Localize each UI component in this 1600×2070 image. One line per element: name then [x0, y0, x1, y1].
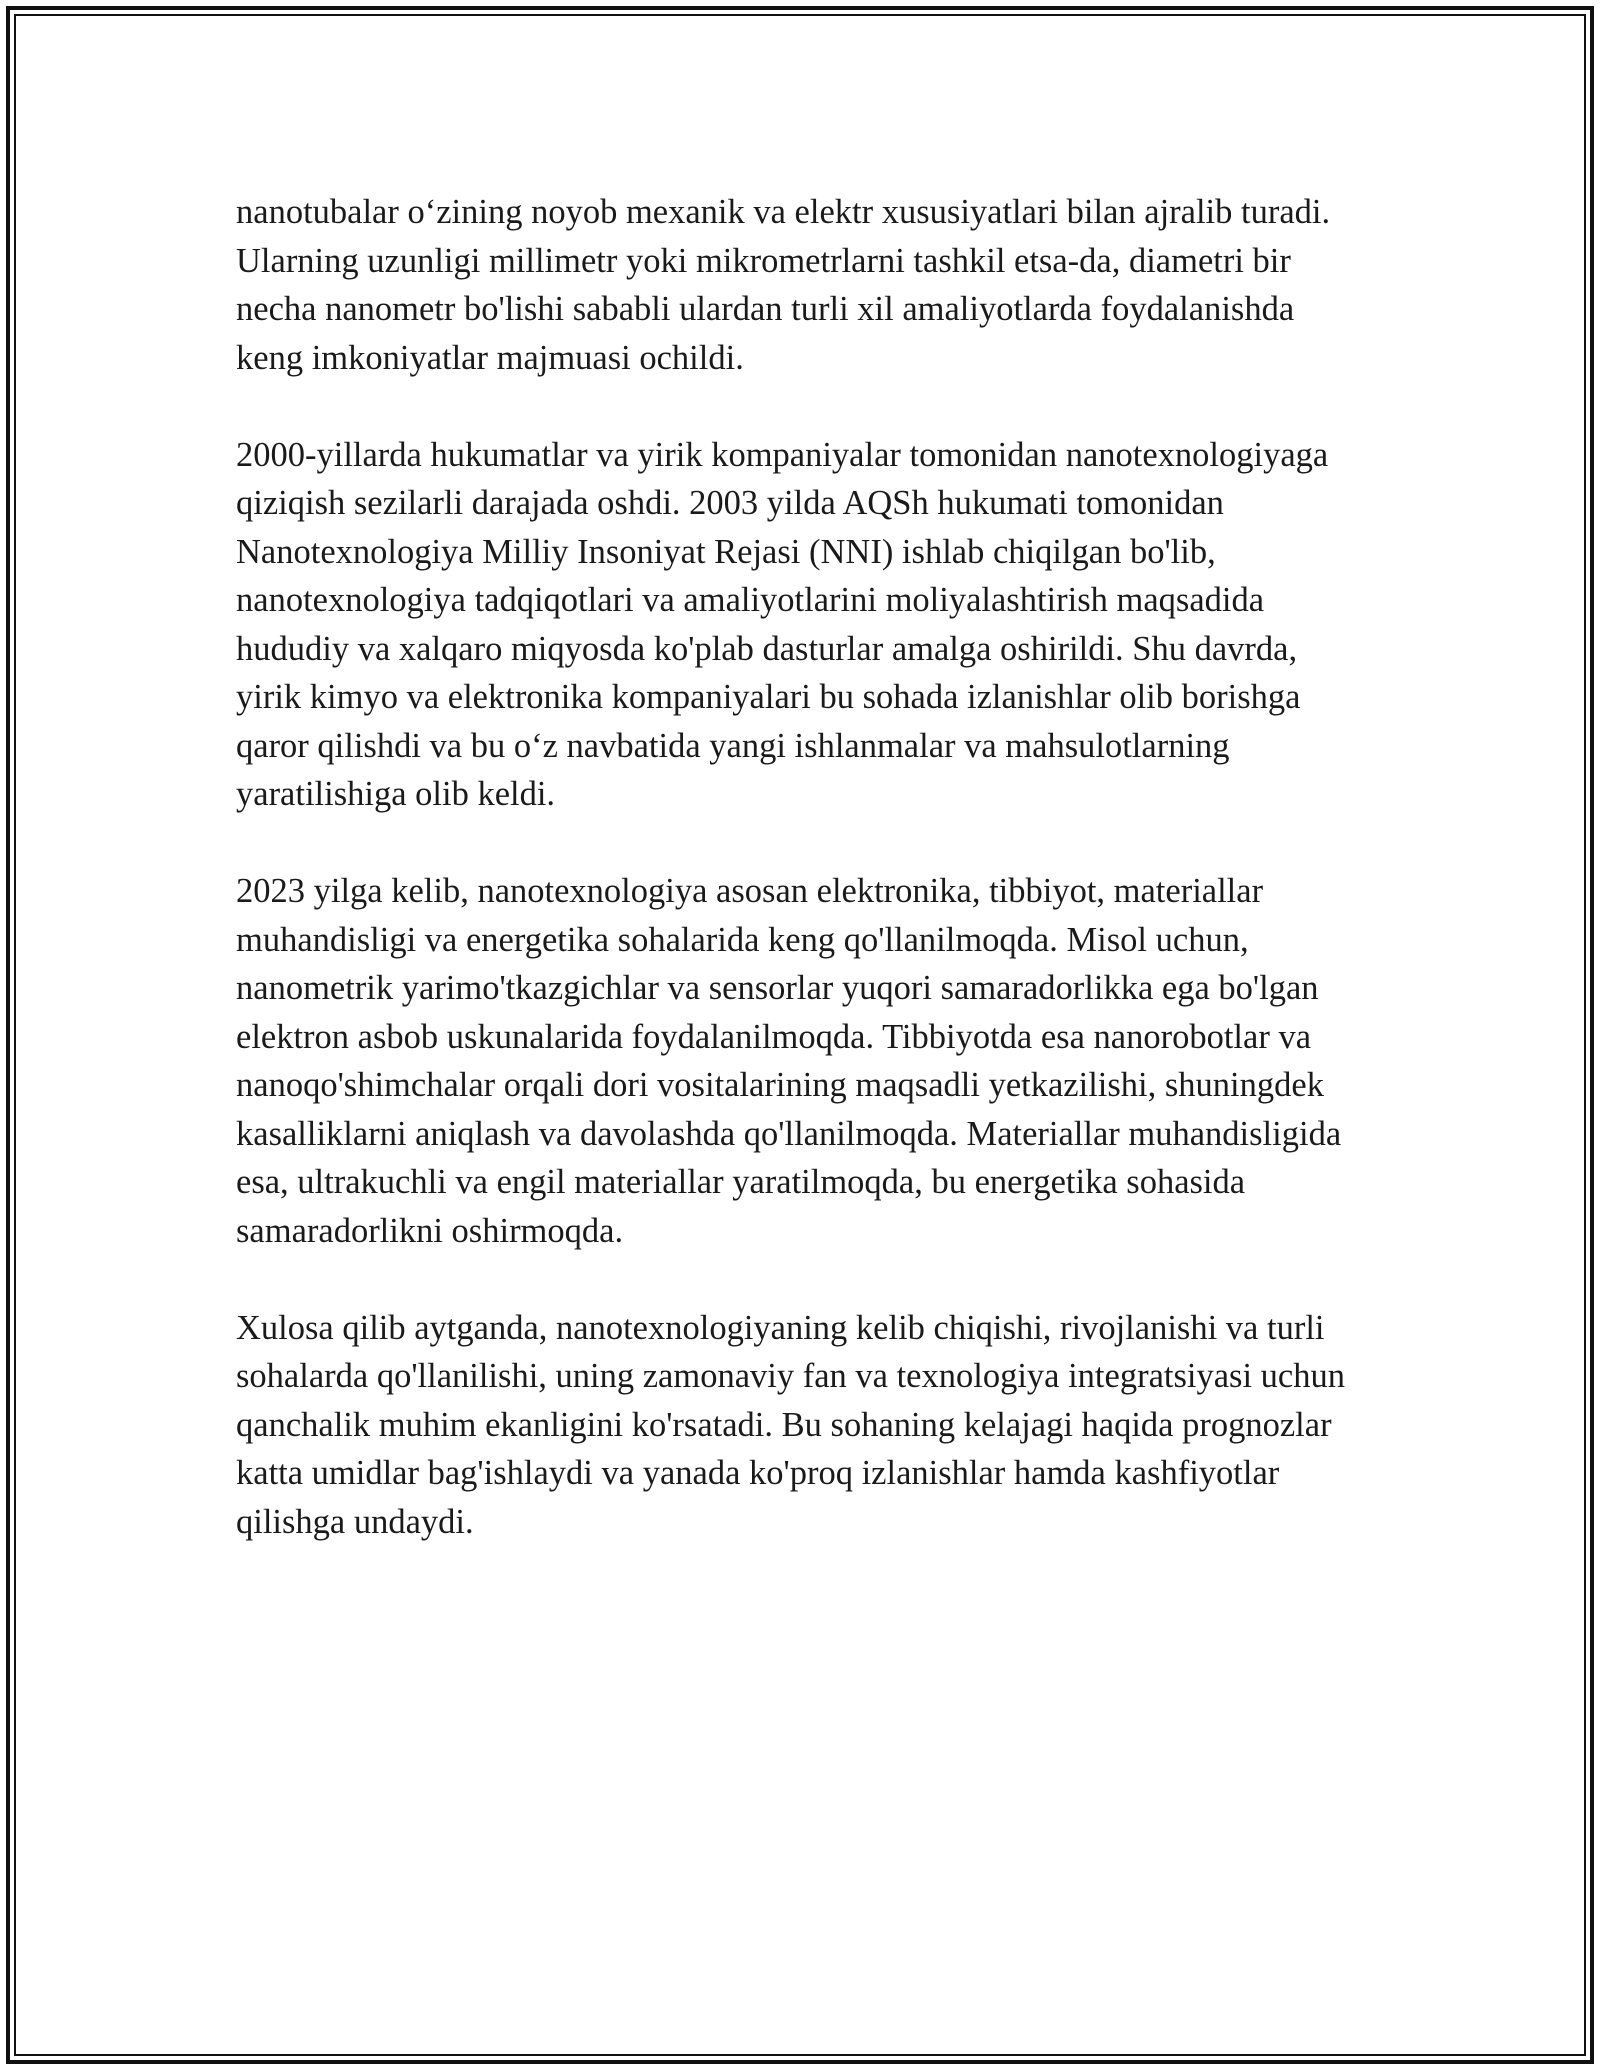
paragraph-2023-applications: 2023 yilga kelib, nanotexnologiya asosan elektronika, tibbiyot, materiallar muhandisligi va energetika sohalarida keng qo'llanilmoqda. Misol uchun, nanometrik yarimo'tkazgichlar va sensorlar yuqori samaradorlikka ega bo'lgan elektron asbob uskunalarida foydalanilmoqda. Tibbiyotda esa nanorobotlar va nanoqo'shimchalar orqali dori vositalarining maqsadli yetkazilishi, shuningdek kasalliklarni aniqlash va davolashda qo'llanilmoqda. Materiallar muhandisligida esa, ultrakuchli va engil materiallar yaratilmoqda, bu energetika sohasida samaradorlikni oshirmoqda. — [236, 872, 1342, 1250]
document-body — [236, 188, 1366, 1546]
paragraph-2000s-investment: 2000-yillarda hukumatlar va yirik kompaniyalar tomonidan nanotexnologiyaga qiziqish sezilarli darajada oshdi. 2003 yilda AQSh hukumati tomonidan Nanotexnologiya Milliy Insoniyat Rejasi (NNI) ishlab chiqilgan bo'lib, nanotexnologiya tadqiqotlari va amaliyotlarini moliyalashtirish maqsadida hududiy va xalqaro miqyosda ko'plab dasturlar amalga oshirildi. Shu davrda, yirik kimyo va elektronika kompaniyalari bu sohada izlanishlar olib borishga qaror qilishdi va bu o‘z navbatida yangi ishlanmalar va mahsulotlarning yaratilishiga olib keldi. — [236, 435, 1329, 813]
paragraph-nanotubes: nanotubalar o‘zining noyob mexanik va elektr xususiyatlari bilan ajralib turadi. Ularning uzunligi millimetr yoki mikrometrlarni tashkil etsa-da, diametri bir necha nanometr bo'lishi sababli ulardan turli xil amaliyotlarda foydalanishda keng imkoniyatlar majmuasi ochildi. — [236, 193, 1331, 377]
paragraph-conclusion: Xulosa qilib aytganda, nanotexnologiyaning kelib chiqishi, rivojlanishi va turli sohalarda qo'llanilishi, uning zamonaviy fan va texnologiya integratsiyasi uchun qanchalik muhim ekanligini ko'rsatadi. Bu sohaning kelajagi haqida prognozlar katta umidlar bag'ishlaydi va yanada ko'proq izlanishlar hamda kashfiyotlar qilishga undaydi. — [236, 1308, 1345, 1541]
